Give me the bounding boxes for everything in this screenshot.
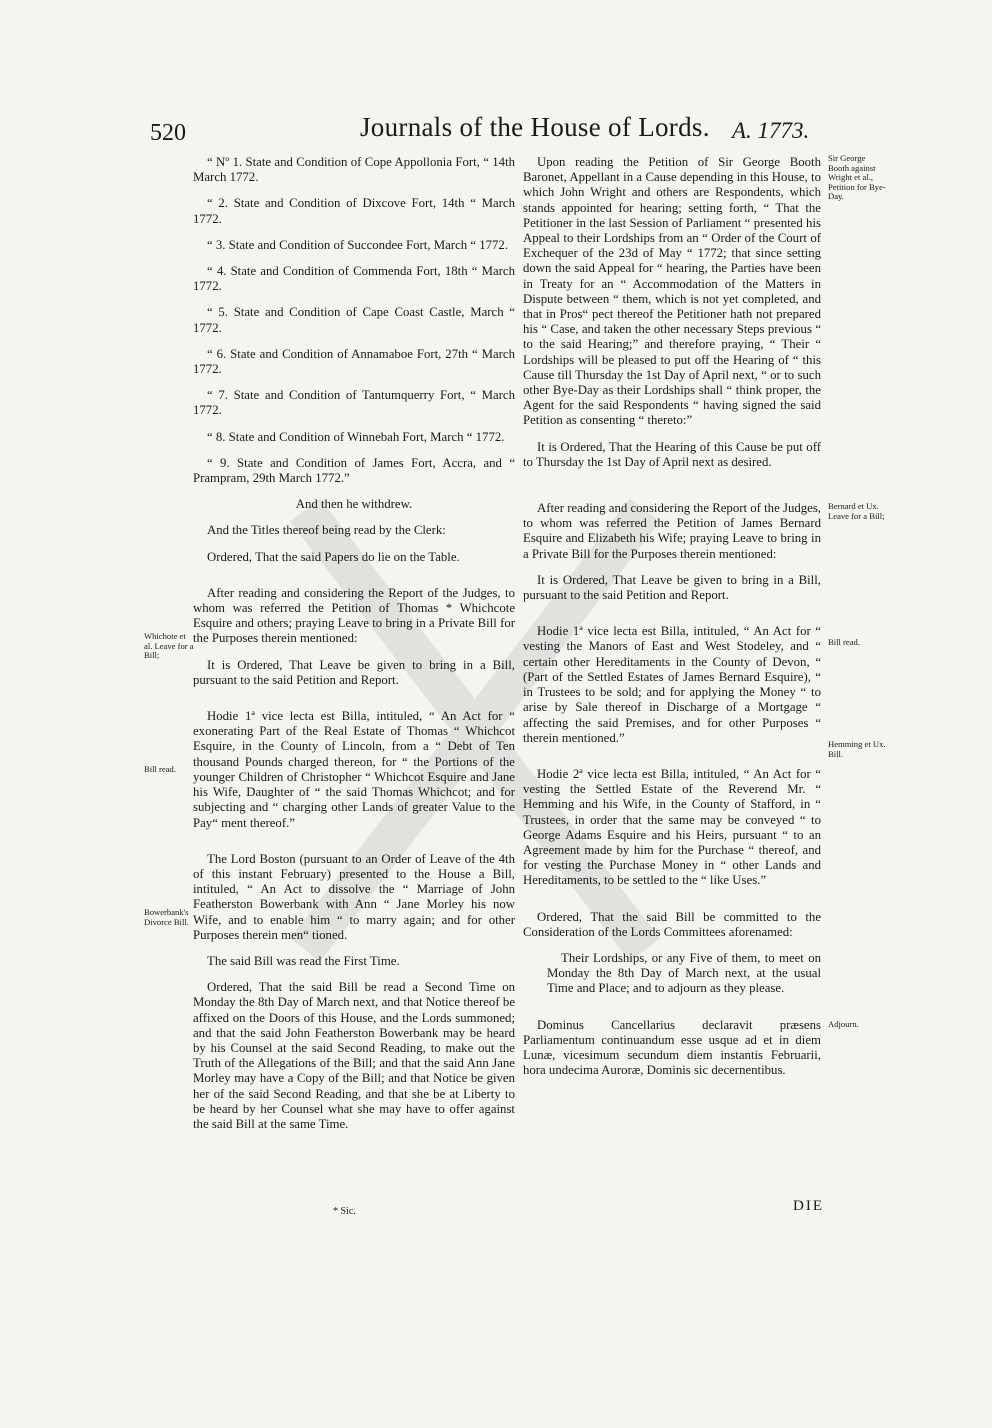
margin-whichcote: Whichote et al. Leave for a Bill; <box>144 631 194 661</box>
page-header <box>0 112 992 154</box>
fort-entry: “ 7. State and Condition of Tantumquerry Fort, “ March 1772. <box>193 388 515 418</box>
bernard-ordered: It is Ordered, That Leave be given to bring in a Bill, pursuant to the said Petition and Report. <box>523 572 821 603</box>
booth-ordered: It is Ordered, That the Hearing of this Cause be put off to Thursday the 1st Day of April next as desired. <box>523 439 821 469</box>
whichcote-report: After reading and considering the Report of the Judges, to whom was referred the Petition of Thomas * Whichcote Esquire and others; praying Leave to bring in a Private Bill for the Purposes therein mentioned: <box>193 585 515 646</box>
bernard-bill: Hodie 1ª vice lecta est Billa, intituled, “ An Act for “ vesting the Manors of East and West Stodeley, and “ certain other Hereditaments in the County of Devon, “ (Part of the Settled Estates of James Bernard Esquire), “ in Trustees to be sold; and for applying the Money “ to arise by Sale thereof in Discharge of a Mortgage “ affecting the said Premises, and for other Purposes “ therein mentioned.” <box>523 624 821 745</box>
right-column <box>523 155 821 1078</box>
booth-petition: Upon reading the Petition of Sir George Booth Baronet, Appellant in a Cause depending in this House, to which John Wright and others are Respondents, which stands appointed for hearing; setting forth, “ That the Petitioner in the last Session of Parliament “ presented his Appeal to their Lordships from an “ Order of the Court of Exchequer of the 23d of May “ 1772; that since setting down the said Appeal for “ hearing, the Parties have been in Treaty for an “ Accommodation of the Matters in Dispute between “ them, which is not yet completed, and that in Pros“ pect thereof the Petitioner hath not prepared his “ Case, and taken the other necessary Steps previous “ to the said Hearing;” and therefore praying, “ Their “ Lordships will be pleased to put off the Hearing of “ this Cause till Thursday the 1st Day of April next, “ or to such other Bye-Day as their Lordships shall “ think proper, the Agent for the said Respondents “ having signed the said Petition as consenting “ thereto:” <box>523 155 821 428</box>
fort-entry: “ 9. State and Condition of James Fort, Accra, and “ Prampram, 29th March 1772.” <box>193 455 515 486</box>
first-time: The said Bill was read the First Time. <box>207 953 400 968</box>
titles-read: And the Titles thereof being read by the Clerk: <box>207 523 446 538</box>
running-title: Journals of the House of Lords. <box>360 112 710 142</box>
hemming-bill: Hodie 2ª vice lecta est Billa, intituled, “ An Act for “ vesting the Settled Estate of the Reverend Mr. “ Hemming and his Wife, in the County of Stafford, in “ Trustees, in order that the same may be conveyed “ to George Adams Esquire and his Heirs, pursuant “ to an Agreement made by him for the Purchase “ thereof, and for vesting the Purchase Money in “ other Lands and Hereditaments, to be settled to the “ like Uses.” <box>523 766 821 888</box>
margin-bill-read-left: Bill read. <box>144 764 176 774</box>
margin-bernard: Bernard et Ux. Leave for a Bill; <box>828 501 885 521</box>
fort-entry: “ Nº 1. State and Condition of Cope Appollonia Fort, “ 14th March 1772. <box>193 155 515 185</box>
withdrew-line: And then he withdrew. <box>295 497 413 512</box>
whichcote-bill: Hodie 1ª vice lecta est Billa, intituled, “ An Act for “ exonerating Part of the Real Estate of Thomas “ Whichcot Esquire, in the County of Lincoln, from a “ Debt of Ten thousand Pounds charged thereon, for “ the Portions of the younger Children of Christopher “ Whichcot Esquire and Jane his Wife, Daughter of “ the said Thomas Whichcot; and for subjecting and “ charging other Lands of greater Value to the Pay“ ment thereof.” <box>193 709 515 830</box>
margin-bowerbank: Bowerbank's Divorce Bill. <box>144 907 189 927</box>
adjournment: Dominus Cancellarius declaravit præsens Parliamentum continuandum esse usque ad et in diem Lunæ, vicesimum secundum diem instantis Februarii, hora undecima Auroræ, Dominis sic decernentibus. <box>523 1017 821 1078</box>
bernard-report: After reading and considering the Report of the Judges, to whom was referred the Petition of James Bernard Esquire and Elizabeth his Wife; praying Leave to bring in a Private Bill for the Purposes therein mentioned: <box>523 501 821 561</box>
margin-adjourn: Adjourn. <box>828 1019 859 1029</box>
fort-entry: “ 3. State and Condition of Succondee Fort, March “ 1772. <box>207 237 509 252</box>
year: A. 1773. <box>732 118 810 143</box>
margin-bill-read-right: Bill read. <box>828 637 860 647</box>
fort-entry: “ 5. State and Condition of Cape Coast Castle, March “ 1772. <box>193 305 515 335</box>
whichcote-ordered: It is Ordered, That Leave be given to bring in a Bill, pursuant to the said Petition and Report. <box>193 657 515 687</box>
page-number: 520 <box>150 120 186 146</box>
boston-bill: The Lord Boston (pursuant to an Order of Leave of the 4th of this instant February) presented to the House a Bill, intituled, “ An Act to dissolve the “ Marriage of John Featherston Bowerbank with Ann “ Jane Morley his now Wife, and to enable him “ to marry again; and for other Purposes therein men“ tioned. <box>193 851 515 942</box>
margin-booth: Sir George Booth against Wright et al., Petition for Bye-Day. <box>828 153 886 202</box>
margin-hemming: Hemming et Ux. Bill. <box>828 739 886 759</box>
fort-entry: “ 6. State and Condition of Annamaboe Fort, 27th “ March 1772. <box>193 346 515 377</box>
catchword: DIE <box>793 1198 824 1214</box>
fort-entry: “ 2. State and Condition of Dixcove Fort, 14th “ March 1772. <box>193 196 515 226</box>
committee-meeting: Their Lordships, or any Five of them, to meet on Monday the 8th Day of March next, at the usual Time and Place; and to adjourn as they please. <box>547 950 821 996</box>
committed-order: Ordered, That the said Bill be committed to the Consideration of the Lords Committees aforenamed: <box>523 909 821 939</box>
fort-entry: “ 8. State and Condition of Winnebah Fort, March “ 1772. <box>207 429 505 444</box>
second-reading-order: Ordered, That the said Bill be read a Second Time on Monday the 8th Day of March next, and that Notice thereof be affixed on the Doors of this House, and the Lords summoned; and that the said John Featherston Bowerbank may be heard by his Counsel at the said Second Reading, to make out the Truth of the Allegations of the Bill; and that the said Ann Jane Morley may have a Copy of the Bill; and that Notice be given her of the said Second Reading, and that she be at Liberty to be heard by her Counsel what she may have to offer against the said Bill at the same Time. <box>193 980 515 1131</box>
left-column <box>193 155 515 1132</box>
fort-entry: “ 4. State and Condition of Commenda Fort, 18th “ March 1772. <box>193 264 515 294</box>
ordered-papers: Ordered, That the said Papers do lie on the Table. <box>207 549 460 564</box>
footnote: * Sic. <box>333 1206 356 1217</box>
